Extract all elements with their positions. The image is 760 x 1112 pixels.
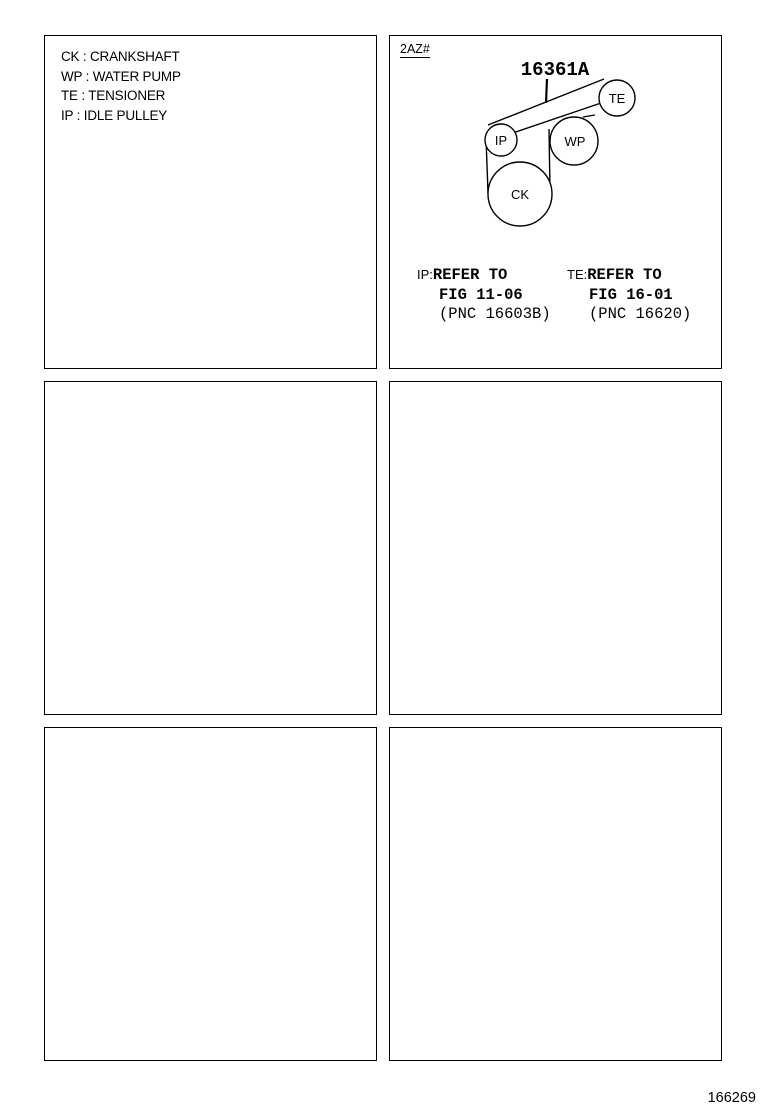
belt-diagram-panel [389, 35, 722, 369]
figure-number: 166269 [707, 1090, 756, 1106]
legend-item-wp: WP : WATER PUMP [61, 68, 181, 84]
ref-te-line3: (PNC 16620) [589, 305, 692, 323]
crankshaft-label: CK [510, 187, 530, 202]
legend-item-ip: IP : IDLE PULLEY [61, 107, 168, 123]
legend-panel [44, 35, 377, 369]
engine-tag: 2AZ# [400, 42, 430, 56]
empty-panel [44, 381, 377, 715]
ref-ip-line3: (PNC 16603B) [439, 305, 551, 323]
ref-te-line1: REFER TO [587, 266, 662, 284]
idle-pulley-reference [417, 265, 551, 325]
ref-te-prefix: TE: [567, 267, 588, 282]
tensioner-reference [567, 265, 691, 325]
abbreviation-legend [61, 47, 181, 125]
tensioner-label: TE [608, 91, 626, 106]
ref-te-line2: FIG 16-01 [589, 285, 673, 304]
part-number-leader [546, 79, 547, 103]
belt-segment-te-wp [583, 115, 595, 117]
empty-panel [44, 727, 377, 1061]
legend-item-ck: CK : CRANKSHAFT [61, 49, 180, 64]
part-number: 16361A [520, 59, 590, 81]
ref-ip-line1: REFER TO [432, 266, 508, 284]
ref-ip-prefix: IP: [417, 267, 433, 282]
empty-panel [389, 381, 722, 715]
water-pump-label: WP [564, 134, 586, 149]
idle-pulley-label: IP [494, 133, 508, 148]
ref-ip-line2: FIG 11-06 [439, 285, 523, 304]
empty-panel [389, 727, 722, 1061]
legend-item-te: TE : TENSIONER [61, 88, 166, 103]
